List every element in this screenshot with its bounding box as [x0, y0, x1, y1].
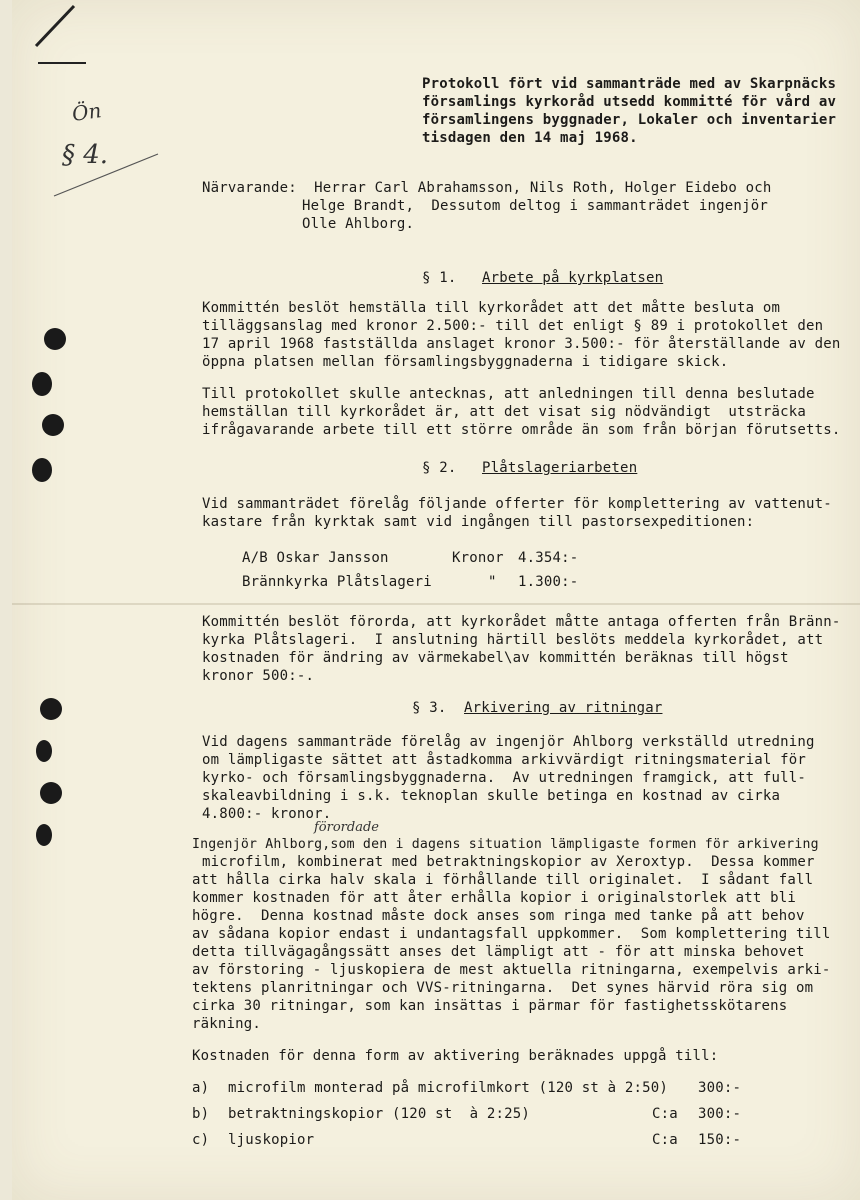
punch-hole [42, 414, 64, 436]
punch-hole [32, 458, 52, 482]
section-3-text-line: kommer kostnaden för att åter erhålla kopior i originalstorlek att bli [192, 890, 797, 906]
offer-currency: " [488, 574, 497, 590]
section-1-text-line: tilläggsanslag med kronor 2.500:- till det enligt § 89 i protokollet den [202, 318, 824, 334]
margin-note-paragraph: § 4. [62, 140, 109, 170]
punch-hole [40, 698, 62, 720]
section-2-text-line: Kommittén beslöt förorda, att kyrkorådet måtte antaga offerten från Bränn- [202, 614, 841, 630]
cost-amount: 300:- [698, 1080, 742, 1096]
section-2-text-line: kastare från kyrktak samt vid ingången till pastorsexpeditionen: [202, 514, 755, 530]
document-page [12, 0, 860, 1200]
cost-label: c) [192, 1132, 210, 1148]
page-fold-line [12, 603, 860, 605]
offer-amount: 4.354:- [518, 550, 579, 566]
attendance-line: Närvarande: Herrar Carl Abrahamsson, Nils Roth, Holger Eidebo och [202, 180, 772, 196]
pen-stroke-mark [28, 0, 88, 60]
offer-currency: Kronor [452, 550, 504, 566]
cost-item: betraktningskopior (120 st à 2:25) [228, 1106, 531, 1122]
cost-item: microfilm monterad på microfilmkort (120 st à 2:50) [228, 1080, 669, 1096]
offer-company: A/B Oskar Jansson [242, 550, 389, 566]
section-2-text-line: kyrka Plåtslageri. I anslutning härtill beslöts meddela kyrkorådet, att [202, 632, 824, 648]
attendance-line: Olle Ahlborg. [302, 216, 415, 232]
section-3-text-line: räkning. [192, 1016, 262, 1032]
cost-prefix: C:a [652, 1106, 678, 1122]
section-2-text-line: kostnaden för ändring av värmekabel\av kommittén beräknas till högst [202, 650, 789, 666]
section-1-text-line: hemställan till kyrkorådet är, att det visat sig nödvändigt utsträcka [202, 404, 807, 420]
section-3-title: Arkivering av ritningar [464, 700, 663, 716]
cost-label: a) [192, 1080, 210, 1096]
section-1-text-line: öppna platsen mellan församlingsbyggnaderna i tidigare skick. [202, 354, 729, 370]
section-3-text-line: av förstoring - ljuskopiera de mest aktuella ritningarna, exempelvis arki- [192, 962, 831, 978]
cost-label: b) [192, 1106, 210, 1122]
section-1-text-line: Till protokollet skulle antecknas, att anledningen till denna beslutade [202, 386, 815, 402]
section-3-text-line: Ingenjör Ahlborg,som den i dagens situation lämpligaste formen för arkivering [192, 837, 819, 852]
section-3-text-line: cirka 30 ritningar, som kan insättas i pärmar för fastighetsskötarens [192, 998, 788, 1014]
protocol-heading-line: församlingens byggnader, Lokaler och inventarier [422, 112, 837, 128]
pen-dash-mark [38, 62, 86, 64]
section-2-number: § 2. [422, 460, 457, 476]
section-2-text-line: Vid sammanträdet förelåg följande offerter för komplettering av vattenut- [202, 496, 832, 512]
punch-hole [44, 328, 66, 350]
section-3-text-line: kyrko- och församlingsbyggnaderna. Av utredningen framgick, att full- [202, 770, 807, 786]
section-1-text-line: 17 april 1968 fastställda anslaget kronor 3.500:- för återställande av den [202, 336, 841, 352]
section-3-text-line: 4.800:- kronor. [202, 806, 332, 822]
offer-amount: 1.300:- [518, 574, 579, 590]
section-3-text-line: högre. Denna kostnad måste dock anses som ringa med tanke på att behov [192, 908, 805, 924]
cost-intro: Kostnaden för denna form av aktivering beräknades uppgå till: [192, 1048, 719, 1064]
cost-amount: 150:- [698, 1132, 742, 1148]
section-2-title: Plåtslageriarbeten [482, 460, 638, 476]
punch-hole [36, 740, 52, 762]
punch-hole [40, 782, 62, 804]
cost-prefix: C:a [652, 1132, 678, 1148]
section-3-text-line: om lämpligaste sättet att åstadkomma arkivvärdigt ritningsmaterial för [202, 752, 807, 768]
section-3-text-line: att hålla cirka halv skala i förhållande till originalet. I sådant fall [192, 872, 814, 888]
section-3-text-line: skaleavbildning i s.k. teknoplan skulle betinga en kostnad av cirka [202, 788, 781, 804]
section-3-text-line: av sådana kopior endast i undantagsfall uppkommer. Som komplettering till [192, 926, 831, 942]
cost-item: ljuskopior [228, 1132, 315, 1148]
section-3-number: § 3. [412, 700, 447, 716]
offer-company: Brännkyrka Plåtslageri [242, 574, 432, 590]
section-1-title: Arbete på kyrkplatsen [482, 270, 664, 286]
protocol-heading-line: tisdagen den 14 maj 1968. [422, 130, 638, 146]
section-1-text-line: Kommittén beslöt hemställa till kyrkorådet att det måtte besluta om [202, 300, 781, 316]
protocol-heading-line: församlings kyrkoråd utsedd kommitté för vård av [422, 94, 837, 110]
section-3-text-line: Vid dagens sammanträde förelåg av ingenjör Ahlborg verkställd utredning [202, 734, 815, 750]
section-1-number: § 1. [422, 270, 457, 286]
section-3-text-line: microfilm, kombinerat med betraktningskopior av Xeroxtyp. Dessa kommer [202, 854, 815, 870]
handwritten-insert: förordade [314, 820, 379, 835]
section-2-text-line: kronor 500:-. [202, 668, 315, 684]
cost-amount: 300:- [698, 1106, 742, 1122]
punch-hole [36, 824, 52, 846]
pen-underline-mark [52, 150, 162, 200]
punch-hole [32, 372, 52, 396]
protocol-heading-line: Protokoll fört vid sammanträde med av Skarpnäcks [422, 76, 837, 92]
section-1-text-line: ifrågavarande arbete till ett större område än som från början förutsetts. [202, 422, 841, 438]
section-3-text-line: detta tillvägagångssätt anses det lämpligt att - för att minska behovet [192, 944, 805, 960]
margin-note-top: Ön [70, 98, 103, 126]
attendance-line: Helge Brandt, Dessutom deltog i sammanträdet ingenjör [302, 198, 768, 214]
section-3-text-line: tektens planritningar och VVS-ritningarna. Det synes härvid röra sig om [192, 980, 814, 996]
